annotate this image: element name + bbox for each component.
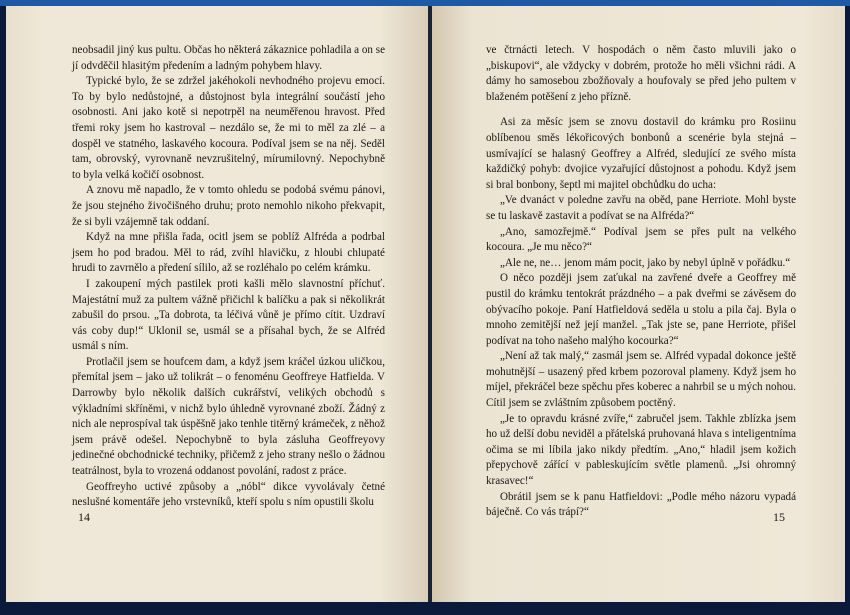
left-page-number: 14 — [78, 510, 90, 524]
left-paragraph-1: neobsadil jiný kus pultu. Občas ho některá zákaznice pohladila a on se jí odvděčil hlasitým předením a ladným pohybem hlavy. — [72, 44, 385, 72]
left-paragraph-5: I zakoupení mých pastilek proti kašli mělo slavnostní příchuť. Majestátní muž za pultem vážně přičichl k balíčku a pak si několikrát zabušil do prsou. „Ta dobrota, ta léčivá vůně je přímo cítit. Uzdraví vás coby dup!“ Uklonil se, usmál se a přísahal bych, že se Alfréd usmál s ním. — [72, 277, 385, 353]
left-page — [6, 6, 430, 602]
left-paragraph-6: Protlačil jsem se houfcem dam, a když jsem kráčel úzkou uličkou, přemítal jsem – jako už tolikrát – o fenoménu Geoffreye Hatfielda. V Darrowby bylo několik dalších cukrářství, velikých obchodů s výkladními skříněmi, v nichž bylo úhledně vyrovnané zboží. Žádný z nich ale neprospíval tak úspěšně jako tenhle titěrný krámeček, z něhož jsem právě odešel. Nepochybně to byla zásluha Geoffreyovy jedinečné obchodnické techniky, přičemž z jeho strany nešlo o žádnou teatrálnost, byla to vrozená oddanost povolání, radost z práce. — [72, 355, 385, 478]
right-paragraph-7: „Není až tak malý,“ zasmál jsem se. Alfréd vypadal dokonce ještě mohutnější – usazený před krbem pozoroval plameny. Když jsem ho míjel, překráčel beze spěchu přes koberec a nahrbil se u mých nohou. Cítil jsem se zvláštním způsobem poctěný. — [486, 350, 796, 410]
right-paragraph-6: O něco později jsem zaťukal na zavřené dveře a Geoffrey mě pustil do krámku tentokrát prázdného – a pak dveřmi se závěsem do obývacího pokoje. Paní Hatfieldová seděla u stolu a pila čaj. Byla o mnoho zemitější než její manžel. „Tak jste se, pane Herriote, přišel podívat na toho našeho malýho kocourka?“ — [486, 272, 796, 347]
right-paragraph-4: „Ano, samozřejmě.“ Podíval jsem se přes pult na velkého kocoura. „Je mu něco?“ — [486, 225, 796, 254]
left-paragraph-2: Typické bylo, že se zdržel jakéhokoli nevhodného projevu emocí. To by bylo nedůstojné, a důstojnost byla integrální součástí jeho osobnosti. Ani jako kotě si nepotrpěl na neuměřenou hravost. Před třemi roky jsem ho kastroval – nezdálo se, že mi to měl za zlé – a dospěl ve statného, laskavého kocoura. Podíval jsem se na něj. Seděl tam, obrovský, vyrovnaně nevzrušitelný, mírumilovný. Nepochybně to byla velká kočičí osobnost. — [72, 75, 385, 181]
right-page — [432, 6, 845, 602]
right-paragraph-1: ve čtrnácti letech. V hospodách o něm často mluvili jako o „biskupovi“, ale vždycky v dobrém, protože ho měli všichni rádi. A dámy ho samosebou zbožňovaly a houfovaly se před jeho pultem v blaženém potěšení z jeho přízně. — [486, 44, 796, 103]
right-paragraph-9: Obrátil jsem se k panu Hatfieldovi: „Podle mého názoru vypadá báječně. Co vás trápí?“ — [486, 490, 796, 519]
left-paragraph-3: A znovu mě napadlo, že v tomto ohledu se podobá svému pánovi, že jsou stejného živočišného druhu; proto nemohlo nikoho překvapit, že si byli vzájemně tak oddaní. — [72, 184, 385, 228]
right-page-number: 15 — [773, 510, 785, 524]
left-paragraph-7: Geoffreyho uctivé způsoby a „nóbl“ dikce vyvolávaly četné neslušné komentáře jeho vrstevníků, kteří spolu s ním opustili školu — [72, 480, 385, 509]
left-page-text — [72, 43, 385, 511]
right-paragraph-8: „Je to opravdu krásné zvíře,“ zabručel jsem. Takhle zblízka jsem ho už delší dobu neviděl a přátelská pruhovaná hlava s inteligentníma očima se mi líbila jako nikdy předtím. „Ano,“ hladil jsem kožich přepychově zářící v pableskujícím světle plamenů. „Jsi ohromný krasavec!“ — [486, 412, 796, 488]
scanner-frame-bottom — [0, 602, 850, 615]
right-paragraph-3: „Ve dvanáct v poledne zavřu na oběd, pane Herriote. Mohl byste se tu laskavě zastavit a podívat se na Alfréda?“ — [486, 194, 796, 222]
right-paragraph-5: „Ale ne, ne… jenom mám pocit, jako by nebyl úplně v pořádku.“ — [500, 256, 791, 269]
left-paragraph-4: Když na mne přišla řada, ocitl jsem se poblíž Alfréda a podrbal jsem ho pod bradou. Měl to rád, zvíhl hlavičku, z hloubi chlupaté hrudi to zavrnělo a předení sílilo, až se rozléhalo po celém krámku. — [72, 231, 385, 275]
right-paragraph-2: Asi za měsíc jsem se znovu dostavil do krámku pro Rosiinu oblíbenou směs lékořicových bonbonů a scenérie byla stejná – usmívající se halasný Geoffrey a Alfréd, sledující ze svého místa každičký pohyb: dvojice vyzařující důstojnost a pohodu. Když jsem si bral bonbony, šeptl mi majitel obchůdku do ucha: — [486, 116, 796, 191]
right-page-text — [486, 43, 796, 521]
